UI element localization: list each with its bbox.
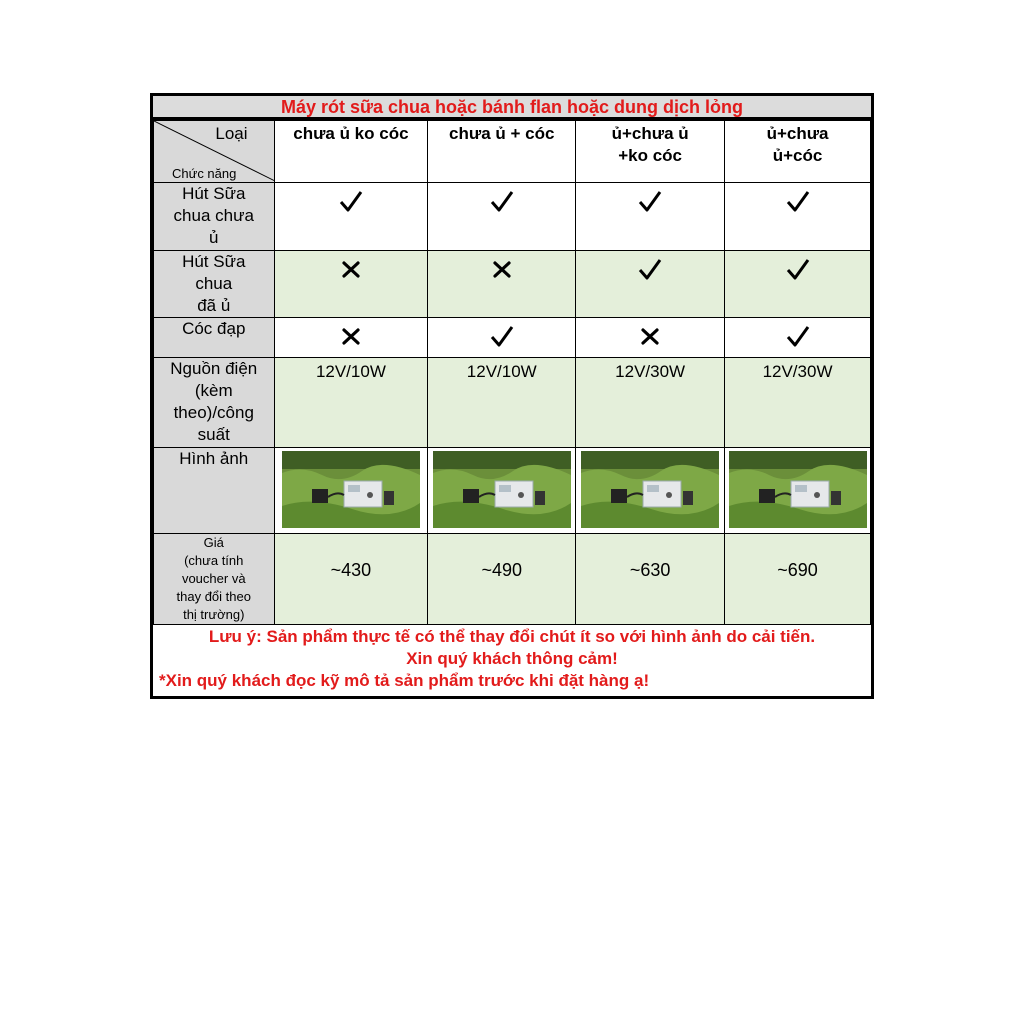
power-value: 12V/30W (615, 362, 686, 381)
row-label-line: Hút Sữa (182, 252, 246, 271)
check-icon (339, 189, 363, 213)
table-cell (725, 183, 871, 251)
corner-type-label: Loại (215, 124, 248, 143)
table-cell (274, 183, 428, 251)
cross-icon (339, 257, 363, 281)
row-label (154, 534, 275, 625)
row-label-line: voucher và (181, 571, 246, 586)
column-header-3: ủ+chưa ủ +ko cóc (576, 121, 725, 183)
table-row (154, 251, 871, 318)
row-label-line: Cóc đạp (182, 319, 246, 338)
note-line-1: Lưu ý: Sản phẩm thực tế có thể thay đổi chút ít so với hình ảnh do cải tiến. (208, 627, 816, 646)
note-line-3: *Xin quý khách đọc kỹ mô tả sản phẩm trước khi đặt hàng ạ! (159, 671, 650, 690)
table-cell (274, 448, 428, 534)
check-icon (786, 257, 810, 281)
column-header-2: chưa ủ + cóc (428, 121, 576, 183)
row-label-line: Nguồn điện (170, 359, 258, 378)
notes-block (153, 626, 871, 692)
check-icon (490, 324, 514, 348)
power-value: 12V/30W (762, 362, 833, 381)
price-value: ~630 (629, 560, 671, 580)
row-label-line: Hút Sữa (182, 184, 246, 203)
table-row (154, 358, 871, 448)
row-label (154, 183, 275, 251)
table-cell (576, 183, 725, 251)
row-label-line: (kèm (194, 381, 233, 400)
table-cell (274, 534, 428, 625)
check-icon (786, 324, 810, 348)
product-photo (282, 451, 420, 528)
table-row (154, 318, 871, 358)
table-cell (576, 318, 725, 358)
table-row (154, 448, 871, 534)
row-label-line: thị trường) (183, 607, 245, 622)
table-cell (274, 318, 428, 358)
row-label (154, 318, 275, 358)
cross-icon (490, 257, 514, 281)
price-value: ~690 (777, 560, 818, 580)
row-label-line: Hình ảnh (179, 449, 249, 468)
table-row (154, 534, 871, 625)
table-cell (274, 251, 428, 318)
row-label-line: thay đổi theo (176, 589, 251, 604)
comparison-table (153, 120, 871, 625)
table-cell (725, 358, 871, 448)
product-photo (581, 451, 719, 528)
table-cell (576, 448, 725, 534)
table-row (154, 183, 871, 251)
row-label-line: Giá (203, 535, 224, 550)
power-value: 12V/10W (315, 362, 386, 381)
table-cell (576, 534, 725, 625)
comparison-sheet (150, 93, 874, 699)
header-row (154, 121, 871, 183)
price-value: ~430 (330, 560, 372, 580)
row-label-line: đã ủ (197, 296, 231, 315)
table-cell (428, 448, 576, 534)
row-label (154, 358, 275, 448)
product-photo (729, 451, 867, 528)
row-label-line: chua chưa (173, 206, 254, 225)
table-cell (428, 318, 576, 358)
sheet-title: Máy rót sữa chua hoặc bánh flan hoặc dung dịch lỏng (153, 96, 871, 120)
table-cell (576, 358, 725, 448)
power-value: 12V/10W (466, 362, 537, 381)
column-header-4: ủ+chưa ủ+cóc (725, 121, 871, 183)
column-header-1: chưa ủ ko cóc (274, 121, 428, 183)
corner-function-label: Chức năng (172, 166, 237, 181)
row-label (154, 448, 275, 534)
check-icon (490, 189, 514, 213)
row-label (154, 251, 275, 318)
table-cell (428, 251, 576, 318)
row-label-line: ủ (209, 228, 219, 247)
check-icon (786, 189, 810, 213)
product-photo (433, 451, 571, 528)
table-cell (428, 534, 576, 625)
table-cell (428, 183, 576, 251)
price-value: ~490 (481, 560, 523, 580)
row-label-line: theo)/công (173, 403, 254, 422)
row-label-line: chua (195, 274, 233, 293)
table-cell (725, 448, 871, 534)
cross-icon (339, 324, 363, 348)
table-cell (576, 251, 725, 318)
row-label-line: (chưa tính (184, 553, 244, 568)
corner-cell (154, 121, 275, 183)
check-icon (638, 257, 662, 281)
row-label-line: suất (197, 425, 230, 444)
table-cell (428, 358, 576, 448)
table-cell (725, 318, 871, 358)
table-cell (725, 251, 871, 318)
table-cell (274, 358, 428, 448)
check-icon (638, 189, 662, 213)
table-cell (725, 534, 871, 625)
cross-icon (638, 324, 662, 348)
note-line-2: Xin quý khách thông cảm! (406, 649, 618, 668)
